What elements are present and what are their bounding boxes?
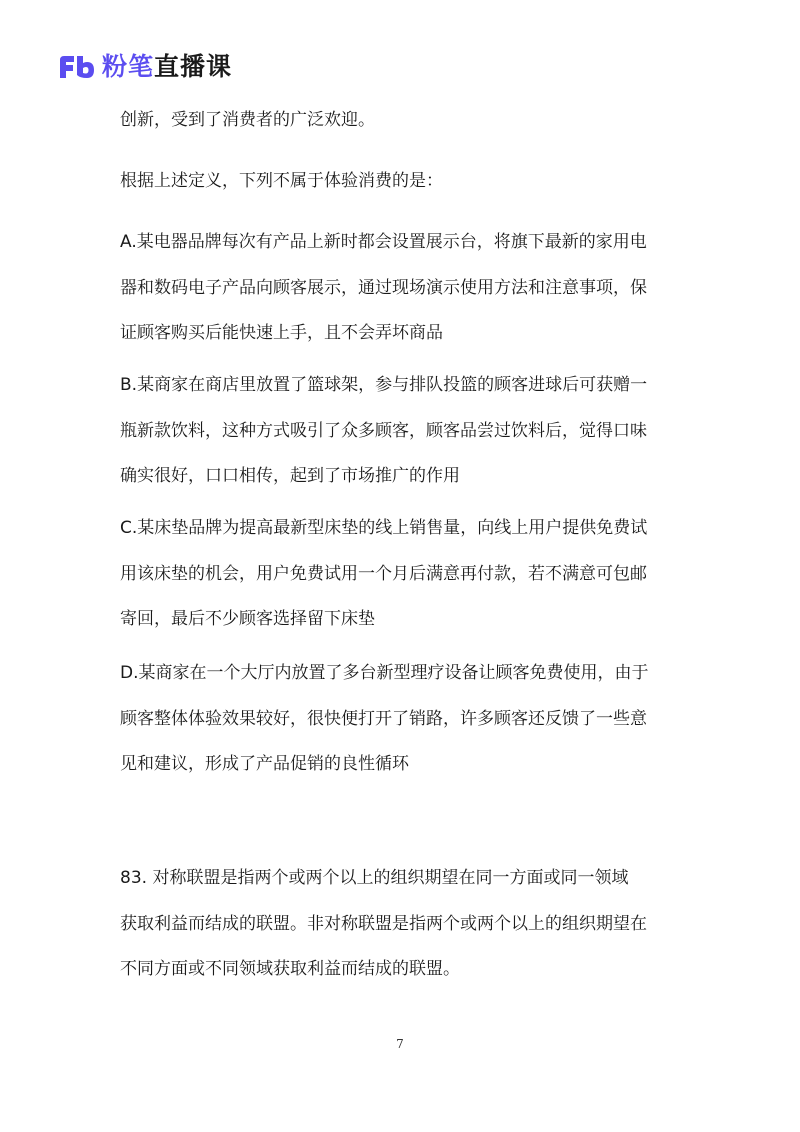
fb-logo-icon — [58, 54, 96, 80]
page-number: 7 — [396, 1037, 404, 1051]
option-a-line: 器和数码电子产品向顾客展示，通过现场演示使用方法和注意事项，保 — [120, 277, 647, 298]
option-c-line: 寄回，最后不少顾客选择留下床垫 — [120, 609, 375, 629]
option-c — [120, 517, 647, 630]
logo-brand: 粉笔 — [102, 52, 155, 81]
option-b-line: 瓶新款饮料，这种方式吸引了众多顾客，顾客品尝过饮料后，觉得口味 — [120, 420, 647, 441]
question-83-line: 不同方面或不同领域获取利益而结成的联盟。 — [120, 959, 460, 979]
option-d-line: 见和建议，形成了产品促销的良性循环 — [120, 754, 409, 774]
option-d — [120, 662, 649, 775]
option-b — [120, 374, 647, 487]
option-d-line: D.某商家在一个大厅内放置了多台新型理疗设备让顾客免费使用，由于 — [120, 663, 649, 683]
option-a — [120, 231, 647, 344]
logo-product: 直播课 — [154, 52, 233, 81]
option-b-line: B.某商家在商店里放置了篮球架，参与排队投篮的顾客进球后可获赠一 — [120, 375, 648, 395]
option-d-line: 顾客整体体验效果较好，很快便打开了销路，许多顾客还反馈了一些意 — [120, 708, 647, 729]
option-c-line: C.某床垫品牌为提高最新型床垫的线上销售量，向线上用户提供免费试 — [120, 518, 648, 538]
option-a-line: A.某电器品牌每次有产品上新时都会设置展示台，将旗下最新的家用电 — [120, 232, 647, 252]
logo-text — [102, 52, 232, 82]
option-b-line: 确实很好，口口相传，起到了市场推广的作用 — [120, 466, 460, 486]
paragraph-continuation: 创新，受到了消费者的广泛欢迎。 — [120, 110, 375, 130]
question-83-line: 83. 对称联盟是指两个或两个以上的组织期望在同一方面或同一领域 — [120, 868, 629, 888]
option-a-line: 证顾客购买后能快速上手，且不会弄坏商品 — [120, 323, 443, 343]
question-83 — [120, 867, 647, 980]
option-c-line: 用该床垫的机会，用户免费试用一个月后满意再付款，若不满意可包邮 — [120, 563, 647, 584]
brand-logo — [58, 52, 232, 82]
question-83-line: 获取利益而结成的联盟。非对称联盟是指两个或两个以上的组织期望在 — [120, 913, 647, 934]
question-stem: 根据上述定义，下列不属于体验消费的是： — [120, 171, 443, 191]
